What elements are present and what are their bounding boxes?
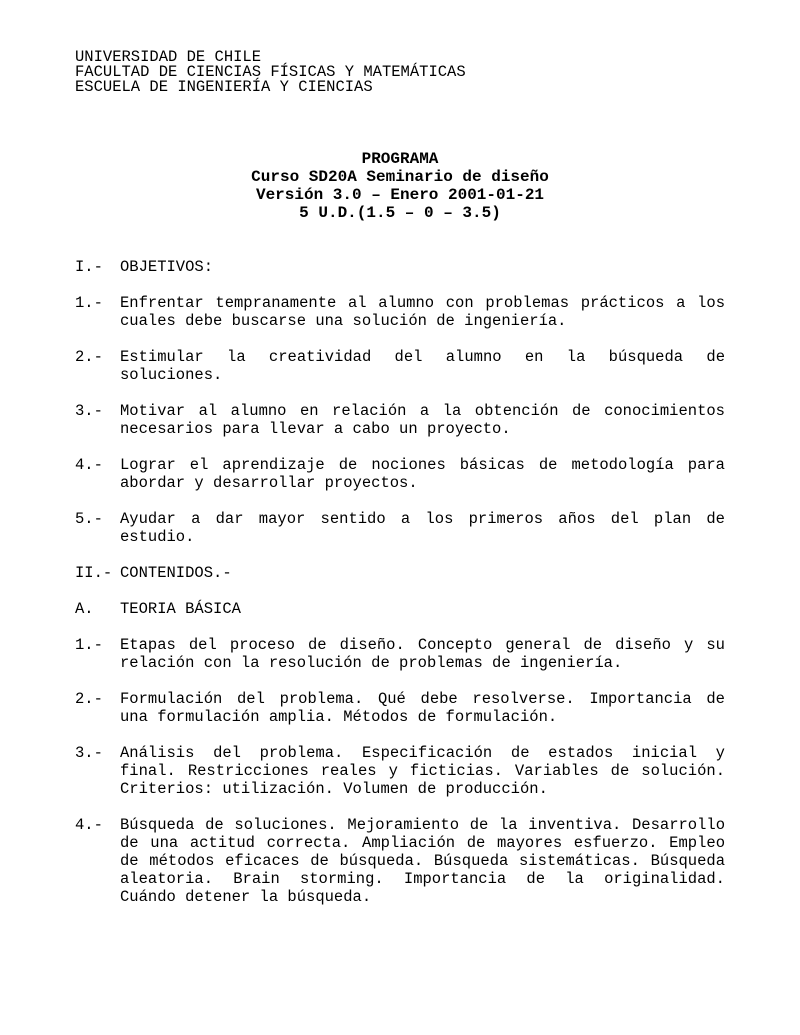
text-line: PROGRAMA [361, 150, 439, 168]
heading-text: OBJETIVOS: [120, 258, 214, 276]
numbered-item [75, 744, 725, 798]
section-heading [75, 564, 725, 582]
numbered-item [75, 456, 725, 492]
item-text [120, 348, 725, 384]
item-label: 2.- [75, 348, 103, 366]
text-line: estudio. [120, 528, 195, 546]
item-text [120, 816, 725, 906]
numbered-item [75, 690, 725, 726]
item-text [120, 636, 725, 672]
item-label: 4.- [75, 456, 103, 474]
text-line: cuales debe buscarse una solución de ingeniería. [120, 312, 567, 330]
text-line: final. Restricciones reales y ficticias. Variables de solución. [120, 762, 725, 780]
text-line: 5 U.D.(1.5 – 0 – 3.5) [299, 204, 501, 222]
numbered-item [75, 510, 725, 546]
text-line: Estimular la creatividad del alumno en la búsqueda de [120, 348, 725, 366]
item-text [120, 744, 725, 798]
item-label: 4.- [75, 816, 103, 834]
text-line: de una actitud correcta. Ampliación de mayores esfuerzo. Empleo [120, 834, 725, 852]
text-line: Búsqueda de soluciones. Mejoramiento de la inventiva. Desarrollo [120, 816, 725, 834]
text-line: Criterios: utilización. Volumen de producción. [120, 780, 548, 798]
text-line: Ayudar a dar mayor sentido a los primeros años del plan de [120, 510, 725, 528]
heading-text: CONTENIDOS.- [120, 564, 232, 582]
text-line: Análisis del problema. Especificación de estados inicial y [120, 744, 725, 762]
text-line: Versión 3.0 – Enero 2001-01-21 [255, 186, 545, 204]
item-label: II.- [75, 564, 113, 582]
text-line: Formulación del problema. Qué debe resolverse. Importancia de [120, 690, 725, 708]
item-label: 1.- [75, 636, 103, 654]
text-line: Etapas del proceso de diseño. Concepto general de diseño y su [120, 636, 725, 654]
text-line: relación con la resolución de problemas de ingeniería. [120, 654, 623, 672]
text-line: soluciones. [120, 366, 223, 384]
text-line: Lograr el aprendizaje de nociones básicas de metodología para [120, 456, 725, 474]
item-label: 3.- [75, 402, 103, 420]
item-text [120, 510, 725, 546]
item-label: 2.- [75, 690, 103, 708]
item-text [120, 456, 725, 492]
text-line: Cuándo detener la búsqueda. [120, 888, 372, 906]
section-heading [75, 258, 725, 276]
text-line: aleatoria. Brain storming. Importancia de la originalidad. [120, 870, 725, 888]
item-text [120, 690, 725, 726]
document-body [75, 258, 725, 906]
numbered-item [75, 636, 725, 672]
item-label: 1.- [75, 294, 103, 312]
text-line: Curso SD20A Seminario de diseño [251, 168, 549, 186]
text-line: Motivar al alumno en relación a la obtención de conocimientos [120, 402, 725, 420]
text-line: necesarios para llevar a cabo un proyecto. [120, 420, 511, 438]
text-line: de métodos eficaces de búsqueda. Búsqueda sistemáticas. Búsqueda [120, 852, 725, 870]
item-text [120, 294, 725, 330]
numbered-item [75, 294, 725, 330]
text-line: Enfrentar tempranamente al alumno con problemas prácticos a los [120, 294, 725, 312]
section-heading [75, 600, 725, 618]
item-label: I.- [75, 258, 103, 276]
text-line: abordar y desarrollar proyectos. [120, 474, 418, 492]
item-label: 3.- [75, 744, 103, 762]
heading-text: TEORIA BÁSICA [120, 600, 241, 618]
numbered-item [75, 402, 725, 438]
numbered-item [75, 816, 725, 906]
item-label: A. [75, 600, 94, 618]
title-block [75, 150, 725, 222]
text-line: UNIVERSIDAD DE CHILE [75, 48, 262, 66]
letterhead [75, 50, 725, 95]
numbered-item [75, 348, 725, 384]
item-text [120, 402, 725, 438]
text-line: ESCUELA DE INGENIERÍA Y CIENCIAS [75, 78, 373, 96]
item-label: 5.- [75, 510, 103, 528]
text-line: una formulación amplia. Métodos de formulación. [120, 708, 558, 726]
text-line: FACULTAD DE CIENCIAS FÍSICAS Y MATEMÁTICAS [75, 63, 466, 81]
